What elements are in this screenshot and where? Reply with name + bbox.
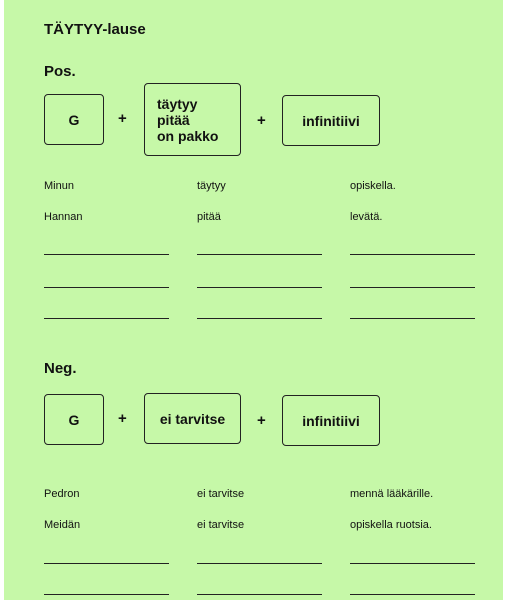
answer-line[interactable]: [44, 563, 169, 564]
positive-verb-line-3: on pakko: [157, 127, 219, 144]
positive-verb-line-2: pitää: [157, 111, 190, 128]
positive-example-2-infinitive: levätä.: [350, 211, 383, 223]
negative-verb-box: [144, 393, 241, 444]
negative-subject-box: [44, 394, 104, 445]
negative-example-2-subject: Meidän: [44, 519, 81, 531]
positive-verb-box: [144, 83, 241, 156]
worksheet: [4, 0, 503, 600]
worksheet-title: TÄYTYY-lause: [44, 21, 146, 38]
positive-verb-line-1: täytyy: [157, 95, 198, 112]
negative-example-1-verb: ei tarvitse: [197, 488, 245, 500]
answer-line[interactable]: [44, 594, 169, 595]
negative-verb-label: ei tarvitse: [159, 410, 226, 427]
positive-example-2-subject: Hannan: [44, 211, 83, 223]
answer-line[interactable]: [350, 254, 475, 255]
positive-subject-label: G: [68, 111, 80, 128]
positive-example-2-verb: pitää: [197, 211, 221, 223]
negative-example-1-subject: Pedron: [44, 488, 80, 500]
negative-heading: Neg.: [44, 360, 77, 377]
positive-subject-box: [44, 94, 104, 145]
positive-plus-1: +: [118, 110, 127, 127]
answer-line[interactable]: [350, 318, 475, 319]
negative-example-1-infinitive: mennä lääkärille.: [350, 488, 434, 500]
positive-example-1-verb: täytyy: [197, 180, 226, 192]
positive-example-1-infinitive: opiskella.: [350, 180, 396, 192]
negative-plus-1: +: [118, 410, 127, 427]
positive-infinitive-label: infinitiivi: [302, 112, 360, 129]
negative-example-2-verb: ei tarvitse: [197, 519, 245, 531]
answer-line[interactable]: [197, 563, 322, 564]
negative-subject-label: G: [68, 411, 80, 428]
answer-line[interactable]: [350, 594, 475, 595]
positive-plus-2: +: [257, 112, 266, 129]
negative-infinitive-label: infinitiivi: [302, 412, 360, 429]
answer-line[interactable]: [44, 287, 169, 288]
answer-line[interactable]: [197, 287, 322, 288]
positive-heading: Pos.: [44, 63, 76, 80]
negative-plus-2: +: [257, 412, 266, 429]
negative-example-2-infinitive: opiskella ruotsia.: [350, 519, 432, 531]
answer-line[interactable]: [197, 318, 322, 319]
answer-line[interactable]: [350, 563, 475, 564]
negative-infinitive-box: [282, 395, 380, 446]
answer-line[interactable]: [350, 287, 475, 288]
answer-line[interactable]: [197, 594, 322, 595]
positive-infinitive-box: [282, 95, 380, 146]
answer-line[interactable]: [44, 254, 169, 255]
positive-example-1-subject: Minun: [44, 180, 74, 192]
answer-line[interactable]: [44, 318, 169, 319]
answer-line[interactable]: [197, 254, 322, 255]
